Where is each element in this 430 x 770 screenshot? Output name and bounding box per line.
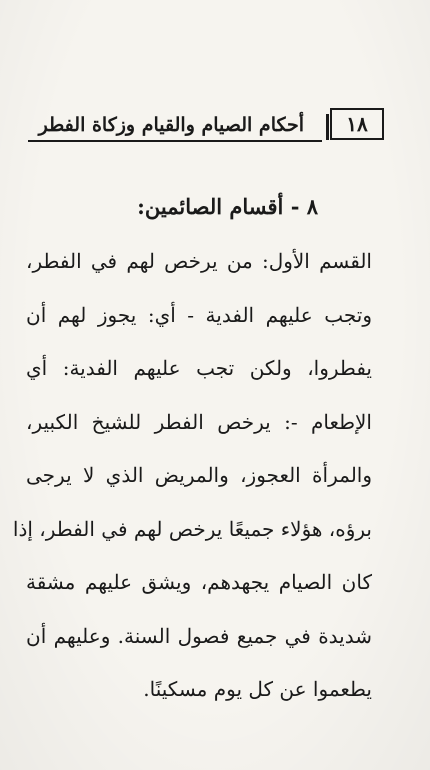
- text-line: برؤه، هؤلاء جميعًا يرخص لهم في الفطر، إذا: [12, 516, 372, 541]
- body-paragraph: [12, 244, 372, 726]
- page-number: ١٨: [330, 108, 384, 140]
- text-line: القسم الأول: من يرخص لهم في الفطر،: [26, 249, 372, 273]
- text-line: والمرأة العجوز، والمريض الذي لا يرجى: [26, 463, 372, 487]
- running-title: أحكام الصيام والقيام وزكاة الفطر: [38, 114, 304, 136]
- text-line: يطعموا عن كل يوم مسكينًا.: [143, 677, 372, 701]
- text-line: الإطعام -: يرخص الفطر للشيخ الكبير،: [26, 409, 372, 434]
- text-line: شديدة في جميع فصول السنة. وعليهم أن: [26, 623, 372, 648]
- header-rule: [28, 140, 322, 142]
- text-line: وتجب عليهم الفدية - أي: يجوز لهم أن: [26, 302, 372, 327]
- section-heading: ٨ - أقسام الصائمين:: [137, 194, 318, 219]
- text-line: يفطروا، ولكن تجب عليهم الفدية: أي: [26, 356, 372, 380]
- running-header: [28, 108, 384, 144]
- text-line: كان الصيام يجهدهم، ويشق عليهم مشقة: [26, 570, 372, 594]
